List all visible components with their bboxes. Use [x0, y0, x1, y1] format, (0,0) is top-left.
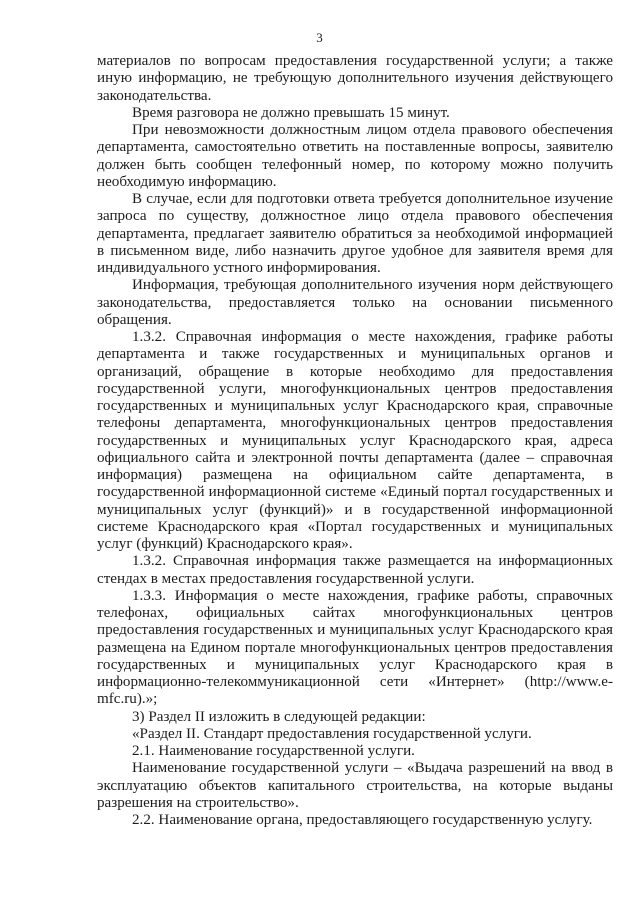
paragraph-2: Время разговора не должно превышать 15 минут. [132, 104, 450, 121]
paragraph-1: материалов по вопросам предоставления государственной услуги; а также иную информацию, не требующую дополнительного изучения действующего законодательства. [97, 53, 613, 104]
paragraph-7: 1.3.2. Справочная информация также размещается на информационных стендах в местах предоставления государственной услуги. [97, 553, 613, 587]
paragraph-5: Информация, требующая дополнительного изучения норм действующего законодательства, предоставляется только на основании письменного обращения. [97, 277, 613, 328]
paragraph-12: Наименование государственной услуги – «Выдача разрешений на ввод в эксплуатацию объектов капитального строительства, на которые выданы разрешения на строительство». [97, 760, 613, 811]
document-body [97, 53, 613, 829]
paragraph-13: 2.2. Наименование органа, предоставляющего государственную услугу. [132, 812, 593, 828]
paragraph-10: «Раздел II. Стандарт предоставления государственной услуги. [132, 725, 532, 742]
paragraph-3: При невозможности должностным лицом отдела правового обеспечения департамента, самостоятельно ответить на поставленные вопросы, заявителю должен быть сообщен телефонный номер, по которому можно получить необходимую информацию. [97, 122, 613, 190]
page-number: 3 [316, 30, 323, 45]
paragraph-9: 3) Раздел II изложить в следующей редакции: [132, 708, 426, 725]
paragraph-11: 2.1. Наименование государственной услуги. [132, 743, 415, 759]
paragraph-6: 1.3.2. Справочная информация о месте нахождения, графике работы департамента и также государственных и муниципальных органов и организаций, обращение в которые необходимо для предоставления государственной услуги, многофункциональных центров предоставления государственных и муниципальных услуг Краснодарского края, справочные телефоны департамента, многофункциональных центров предоставления государственных и муниципальных услуг Краснодарского края, адреса официального сайта и электронной почты департамента (далее – справочная информация) размещена на официальном сайте департамента, в государственной информационной системе «Единый портал государственных и муниципальных услуг (функций)» и в государственной информационной системе Краснодарского края «Портал государственных и муниципальных услуг (функций) Краснодарского края». [97, 329, 613, 552]
paragraph-4: В случае, если для подготовки ответа требуется дополнительное изучение запроса по существу, должностное лицо отдела правового обеспечения департамента, предлагает заявителю обратиться за необходимой информацией в письменном виде, либо назначить другое удобное для заявителя время для индивидуального устного информирования. [97, 191, 613, 276]
paragraph-8: 1.3.3. Информация о месте нахождения, графике работы, справочных телефонах, официальных сайтах многофункциональных центров предоставления государственных и муниципальных услуг Краснодарского края размещена на Едином портале многофункциональных центров предоставления государственных и муниципальных услуг Краснодарского края в информационно-телекоммуникационной сети «Интернет» (http://www.e-mfc.ru).»; [97, 587, 613, 708]
